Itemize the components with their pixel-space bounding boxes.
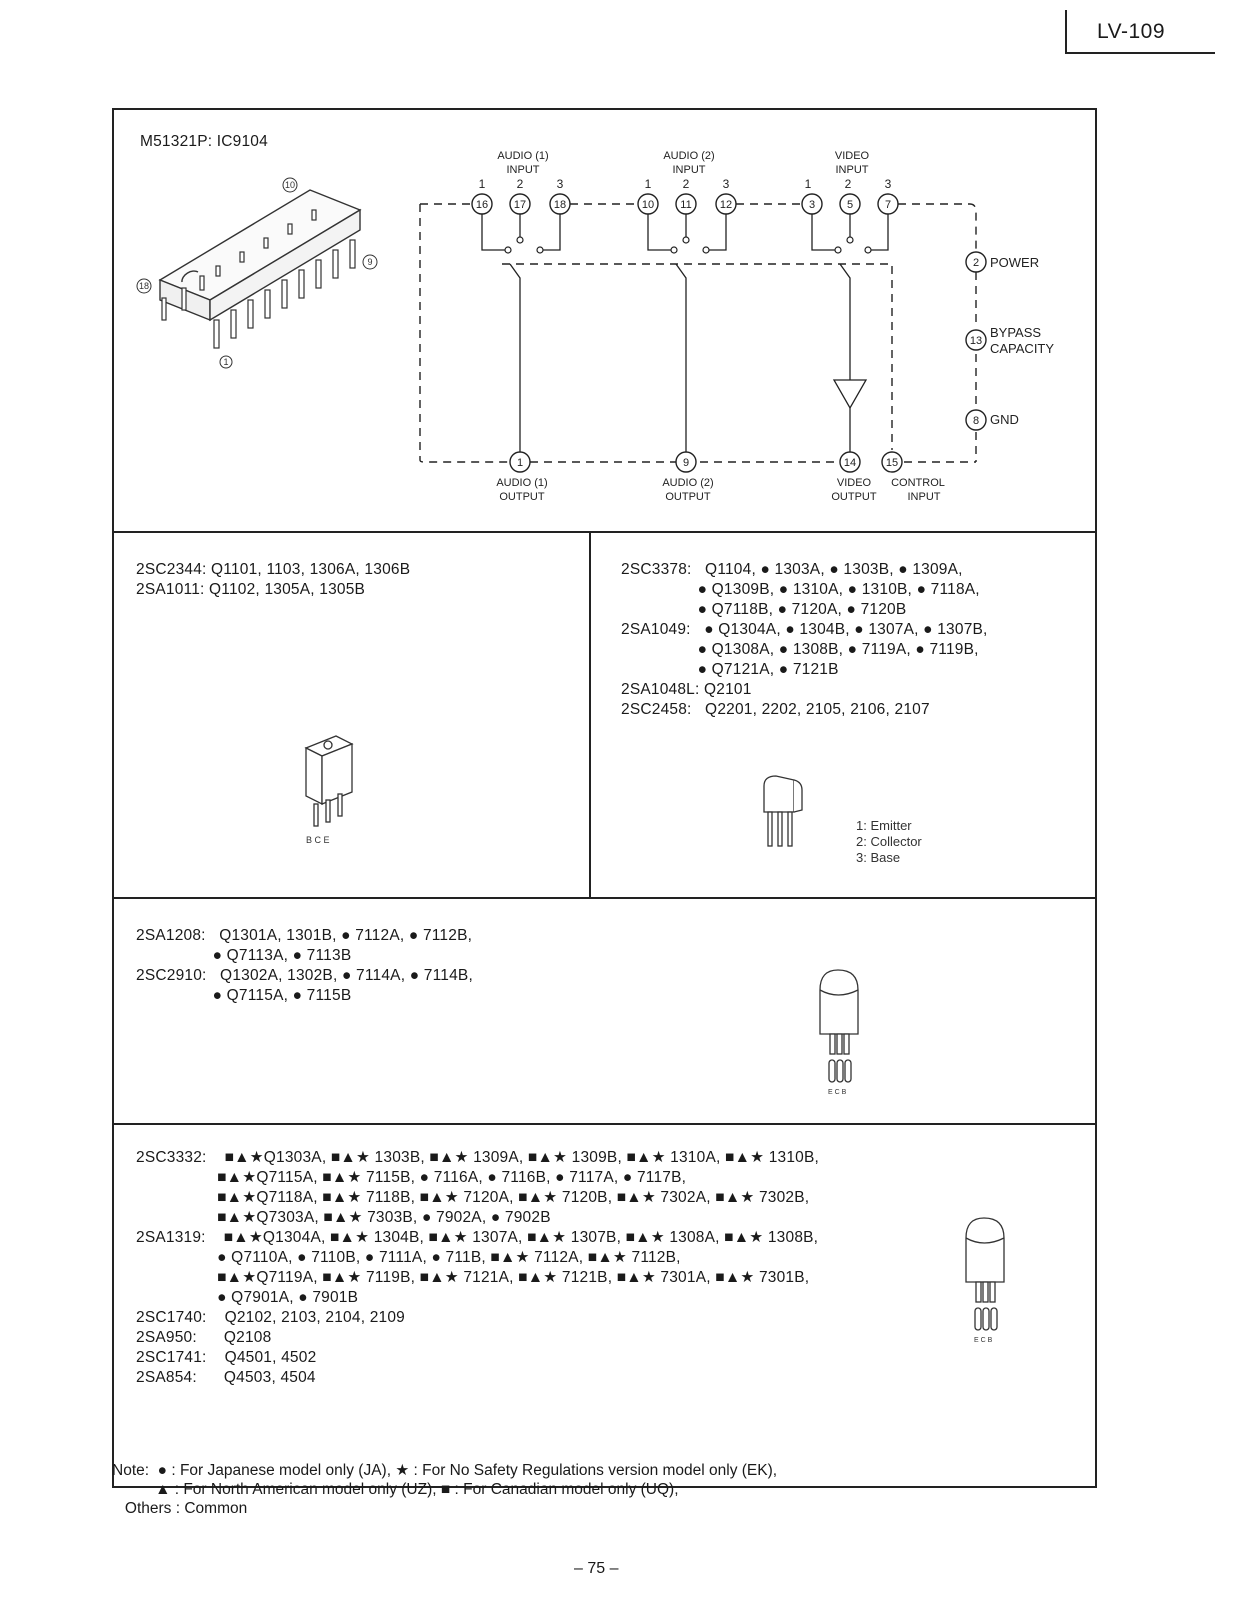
sec4-line-8: ● Q7901A, ● 7901B — [136, 1289, 359, 1306]
ic-block-diagram — [410, 140, 1090, 520]
sec4-line-11: 2SC1741: Q4501, 4502 — [136, 1349, 317, 1366]
pin-13: 13 — [969, 335, 983, 347]
input-1-label2: INPUT — [506, 164, 540, 176]
pkg-pin-1: 1 — [223, 357, 229, 367]
pin-5: 5 — [846, 199, 854, 211]
sec3-line-4: ● Q7115A, ● 7115B — [136, 987, 352, 1004]
sec4-line-1: 2SC3332: ■▲★Q1303A, ■▲★ 1303B, ■▲★ 1309A, ■▲★ 1309B, ■▲★ 1310A, ■▲★ 1310B, — [136, 1149, 820, 1166]
input-1-num-2: 2 — [516, 177, 524, 191]
divider-2 — [112, 897, 1097, 899]
sec3-line-3: 2SC2910: Q1302A, 1302B, ● 7114A, ● 7114B, — [136, 967, 473, 984]
pin-9: 9 — [682, 457, 690, 469]
output-2-label: AUDIO (2) — [662, 477, 714, 489]
sec4-line-6: ● Q7110A, ● 7110B, ● 7111A, ● 711B, ■▲★ 7112A, ■▲★ 7112B, — [136, 1249, 681, 1266]
pin-16: 16 — [475, 199, 489, 211]
sec2-left-line-1: 2SC2344: Q1101, 1103, 1306A, 1306B — [136, 561, 411, 578]
divider-3 — [112, 1123, 1097, 1125]
header-rule-vertical — [1065, 10, 1067, 54]
sec2-right-line-5: ● Q1308A, ● 1308B, ● 7119A, ● 7119B, — [621, 641, 979, 658]
to92-transistor-drawing-1 — [812, 964, 872, 1100]
input-3-label: VIDEO — [834, 150, 870, 162]
control-input-label: CONTROL — [891, 477, 945, 489]
input-2-label2: INPUT — [672, 164, 706, 176]
legend-base: 3: Base — [856, 850, 901, 865]
input-3-num-1: 1 — [804, 177, 812, 191]
sec3-line-1: 2SA1208: Q1301A, 1301B, ● 7112A, ● 7112B, — [136, 927, 473, 944]
sec3-line-2: ● Q7113A, ● 7113B — [136, 947, 352, 964]
sec4-line-3: ■▲★Q7118A, ■▲★ 7118B, ■▲★ 7120A, ■▲★ 7120B, ■▲★ 7302A, ■▲★ 7302B, — [136, 1189, 810, 1206]
pin-12: 12 — [719, 199, 733, 211]
ic-package-drawing — [130, 170, 390, 370]
output-1-label: AUDIO (1) — [496, 477, 548, 489]
sec4-line-4: ■▲★Q7303A, ■▲★ 7303B, ● 7902A, ● 7902B — [136, 1209, 551, 1226]
pin-2: 2 — [972, 257, 980, 269]
header-rule-horizontal — [1065, 52, 1215, 54]
pkg-pin-9: 9 — [367, 257, 373, 267]
output-2-label2: OUTPUT — [665, 491, 711, 503]
input-2-label: AUDIO (2) — [663, 150, 715, 162]
pin-7: 7 — [884, 199, 892, 211]
output-1-label2: OUTPUT — [499, 491, 545, 503]
sec4-line-12: 2SA854: Q4503, 4504 — [136, 1369, 316, 1386]
note-line-2: ▲ : For North American model only (UZ), ■ : For Canadian model only (UQ), — [112, 1481, 679, 1498]
pkg-pin-18: 18 — [138, 281, 150, 291]
sec2-right-line-8: 2SC2458: Q2201, 2202, 2105, 2106, 2107 — [621, 701, 930, 718]
input-3-num-3: 3 — [884, 177, 892, 191]
sec2-right-line-3: ● Q7118B, ● 7120A, ● 7120B — [621, 601, 907, 618]
to92-pins-2: E C B — [974, 1337, 993, 1344]
pin-10: 10 — [641, 199, 655, 211]
input-2-num-3: 3 — [722, 177, 730, 191]
pin-15: 15 — [885, 457, 899, 469]
gnd-label: GND — [990, 412, 1019, 427]
to220-pins: B C E — [306, 835, 330, 845]
legend-collector: 2: Collector — [856, 834, 922, 849]
input-1-num-3: 3 — [556, 177, 564, 191]
input-1-num-1: 1 — [478, 177, 486, 191]
page-number: – 75 – — [574, 1560, 619, 1577]
sec4-line-2: ■▲★Q7115A, ■▲★ 7115B, ● 7116A, ● 7116B, ● 7117A, ● 7117B, — [136, 1169, 687, 1186]
input-3-label2: INPUT — [835, 164, 869, 176]
legend-emitter: 1: Emitter — [856, 818, 912, 833]
sec4-line-9: 2SC1740: Q2102, 2103, 2104, 2109 — [136, 1309, 405, 1326]
video-output-label: VIDEO — [836, 477, 872, 489]
pin-14: 14 — [843, 457, 857, 469]
pin-11: 11 — [680, 199, 692, 211]
video-output-label2: OUTPUT — [831, 491, 877, 503]
model-number: LV-109 — [1097, 20, 1165, 43]
sec2-right-line-6: ● Q7121A, ● 7121B — [621, 661, 839, 678]
input-3-num-2: 2 — [844, 177, 852, 191]
sec2-right-line-1: 2SC3378: Q1104, ● 1303A, ● 1303B, ● 1309A, — [621, 561, 963, 578]
note-line-1: Note: ● : For Japanese model only (JA), ★ : For No Safety Regulations version model only (EK), — [112, 1462, 778, 1479]
pin-17: 17 — [513, 199, 527, 211]
power-label: POWER — [990, 255, 1040, 270]
input-2-num-1: 1 — [644, 177, 652, 191]
small-transistor-drawing — [754, 772, 814, 868]
sec2-right-line-4: 2SA1049: ● Q1304A, ● 1304B, ● 1307A, ● 1307B, — [621, 621, 988, 638]
note-line-3: Others : Common — [112, 1500, 248, 1517]
sec2-right-line-2: ● Q1309B, ● 1310A, ● 1310B, ● 7118A, — [621, 581, 980, 598]
divider-vertical — [589, 531, 591, 899]
divider-1 — [112, 531, 1097, 533]
capacity-label: CAPACITY — [990, 341, 1055, 356]
pin-18: 18 — [553, 199, 567, 211]
sec4-line-10: 2SA950: Q2108 — [136, 1329, 272, 1346]
pin-1: 1 — [516, 457, 524, 469]
to220-transistor-drawing — [296, 728, 366, 848]
input-2-num-2: 2 — [682, 177, 690, 191]
sec4-line-5: 2SA1319: ■▲★Q1304A, ■▲★ 1304B, ■▲★ 1307A, ■▲★ 1307B, ■▲★ 1308A, ■▲★ 1308B, — [136, 1229, 819, 1246]
pin-8: 8 — [972, 415, 980, 427]
input-1-label: AUDIO (1) — [497, 150, 549, 162]
sec2-right-line-7: 2SA1048L: Q2101 — [621, 681, 752, 698]
to92-pins-1: E C B — [828, 1089, 847, 1096]
control-input-label2: INPUT — [907, 491, 941, 503]
sec4-line-7: ■▲★Q7119A, ■▲★ 7119B, ■▲★ 7121A, ■▲★ 7121B, ■▲★ 7301A, ■▲★ 7301B, — [136, 1269, 810, 1286]
pkg-pin-10: 10 — [284, 180, 296, 190]
bypass-label: BYPASS — [990, 325, 1042, 340]
ic-title: M51321P: IC9104 — [140, 133, 268, 150]
to92-transistor-drawing-2 — [958, 1212, 1018, 1348]
pin-3: 3 — [808, 199, 816, 211]
sec2-left-line-2: 2SA1011: Q1102, 1305A, 1305B — [136, 581, 366, 598]
